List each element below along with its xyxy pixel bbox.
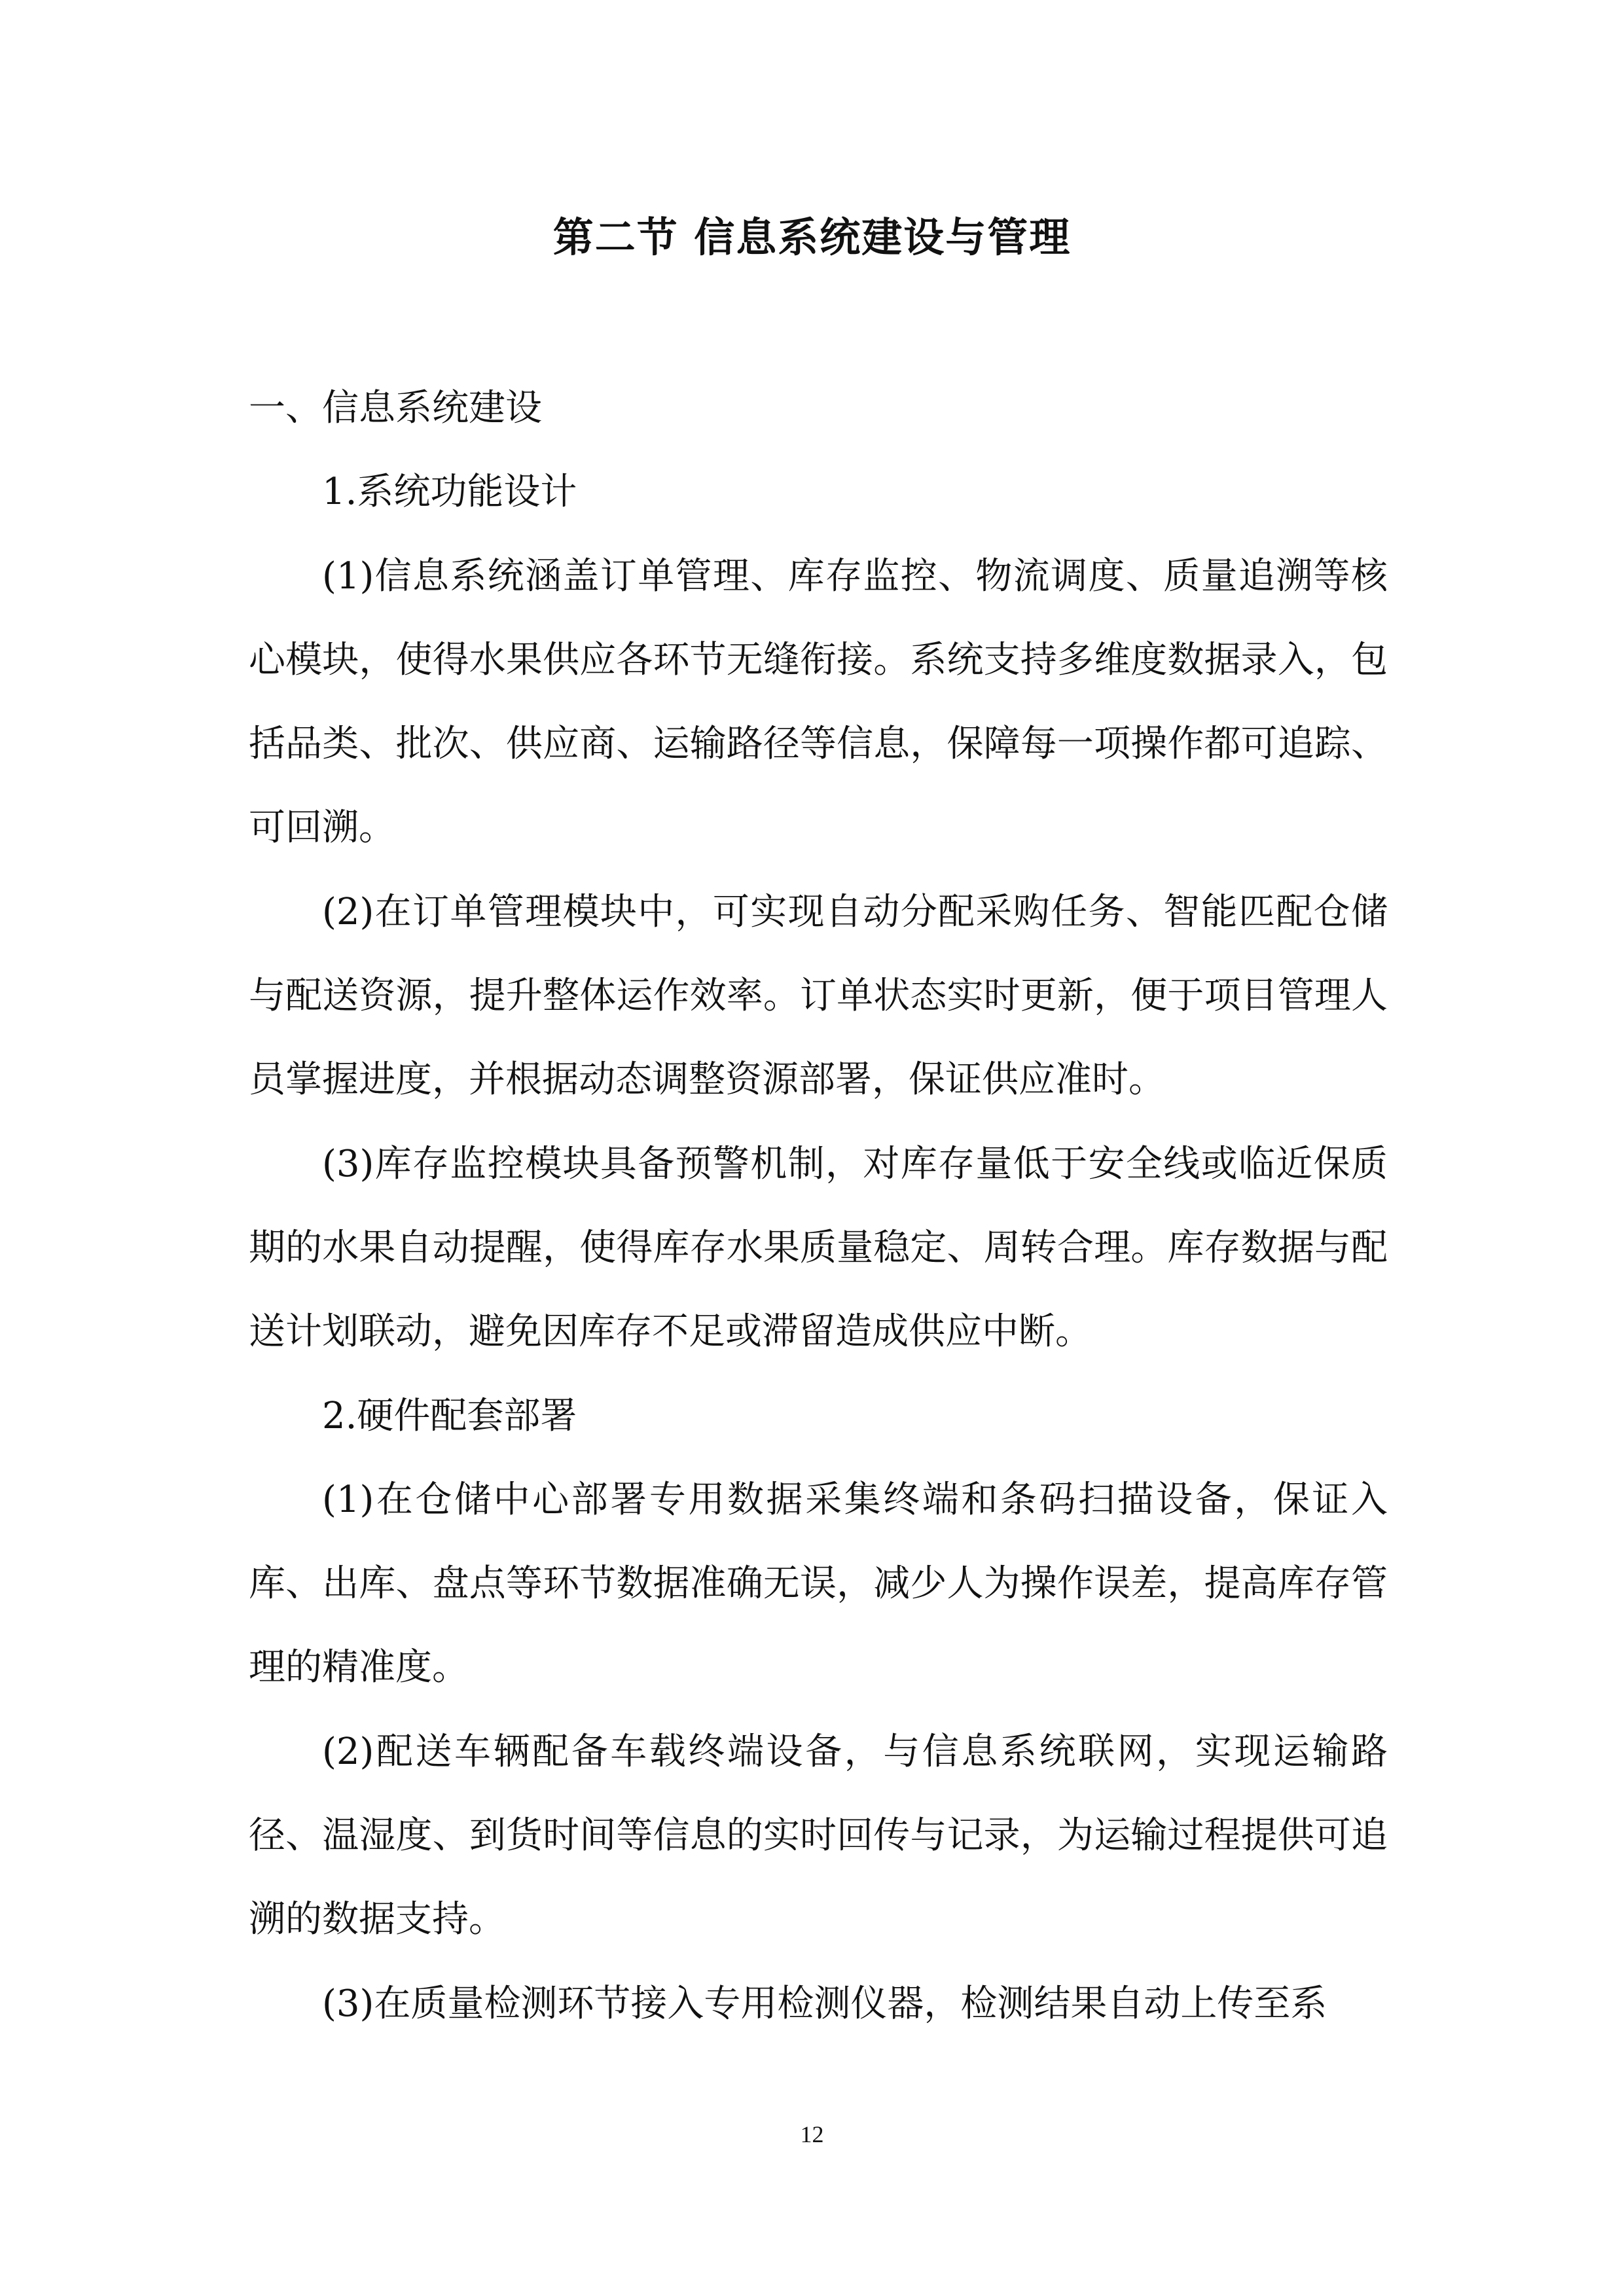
paragraph: (1)在仓储中心部署专用数据采集终端和条码扫描设备，保证入库、出库、盘点等环节数据准确无误，减少人为操作误差，提高库存管理的精准度。	[249, 1478, 1388, 1689]
heading-paragraph: 一、信息系统建设	[249, 387, 542, 429]
section-title: 第二节 信息系统建设与管理	[552, 213, 1072, 261]
body-text	[249, 367, 1388, 2046]
page-number: 12	[800, 2121, 824, 2147]
paragraph: (1)信息系统涵盖订单管理、库存监控、物流调度、质量追溯等核心模块，使得水果供应各环节无缝衔接。系统支持多维度数据录入，包括品类、批次、供应商、运输路径等信息，保障每一项操作都可追踪、可回溯。	[249, 554, 1388, 850]
subheading-paragraph: 2.硬件配套部署	[322, 1394, 577, 1437]
subheading-paragraph: 1.系统功能设计	[322, 471, 577, 514]
paragraph: (2)配送车辆配备车载终端设备，与信息系统联网，实现运输路径、温湿度、到货时间等信息的实时回传与记录，为运输过程提供可追溯的数据支持。	[249, 1730, 1388, 1941]
paragraph: (3)库存监控模块具备预警机制，对库存量低于安全线或临近保质期的水果自动提醒，使得库存水果质量稳定、周转合理。库存数据与配送计划联动，避免因库存不足或滞留造成供应中断。	[249, 1142, 1388, 1354]
paragraph: (2)在订单管理模块中，可实现自动分配采购任务、智能匹配仓储与配送资源，提升整体运作效率。订单状态实时更新，便于项目管理人员掌握进度，并根据动态调整资源部署，保证供应准时。	[249, 890, 1388, 1102]
paragraph: (3)在质量检测环节接入专用检测仪器，检测结果自动上传至系	[322, 1982, 1327, 2025]
